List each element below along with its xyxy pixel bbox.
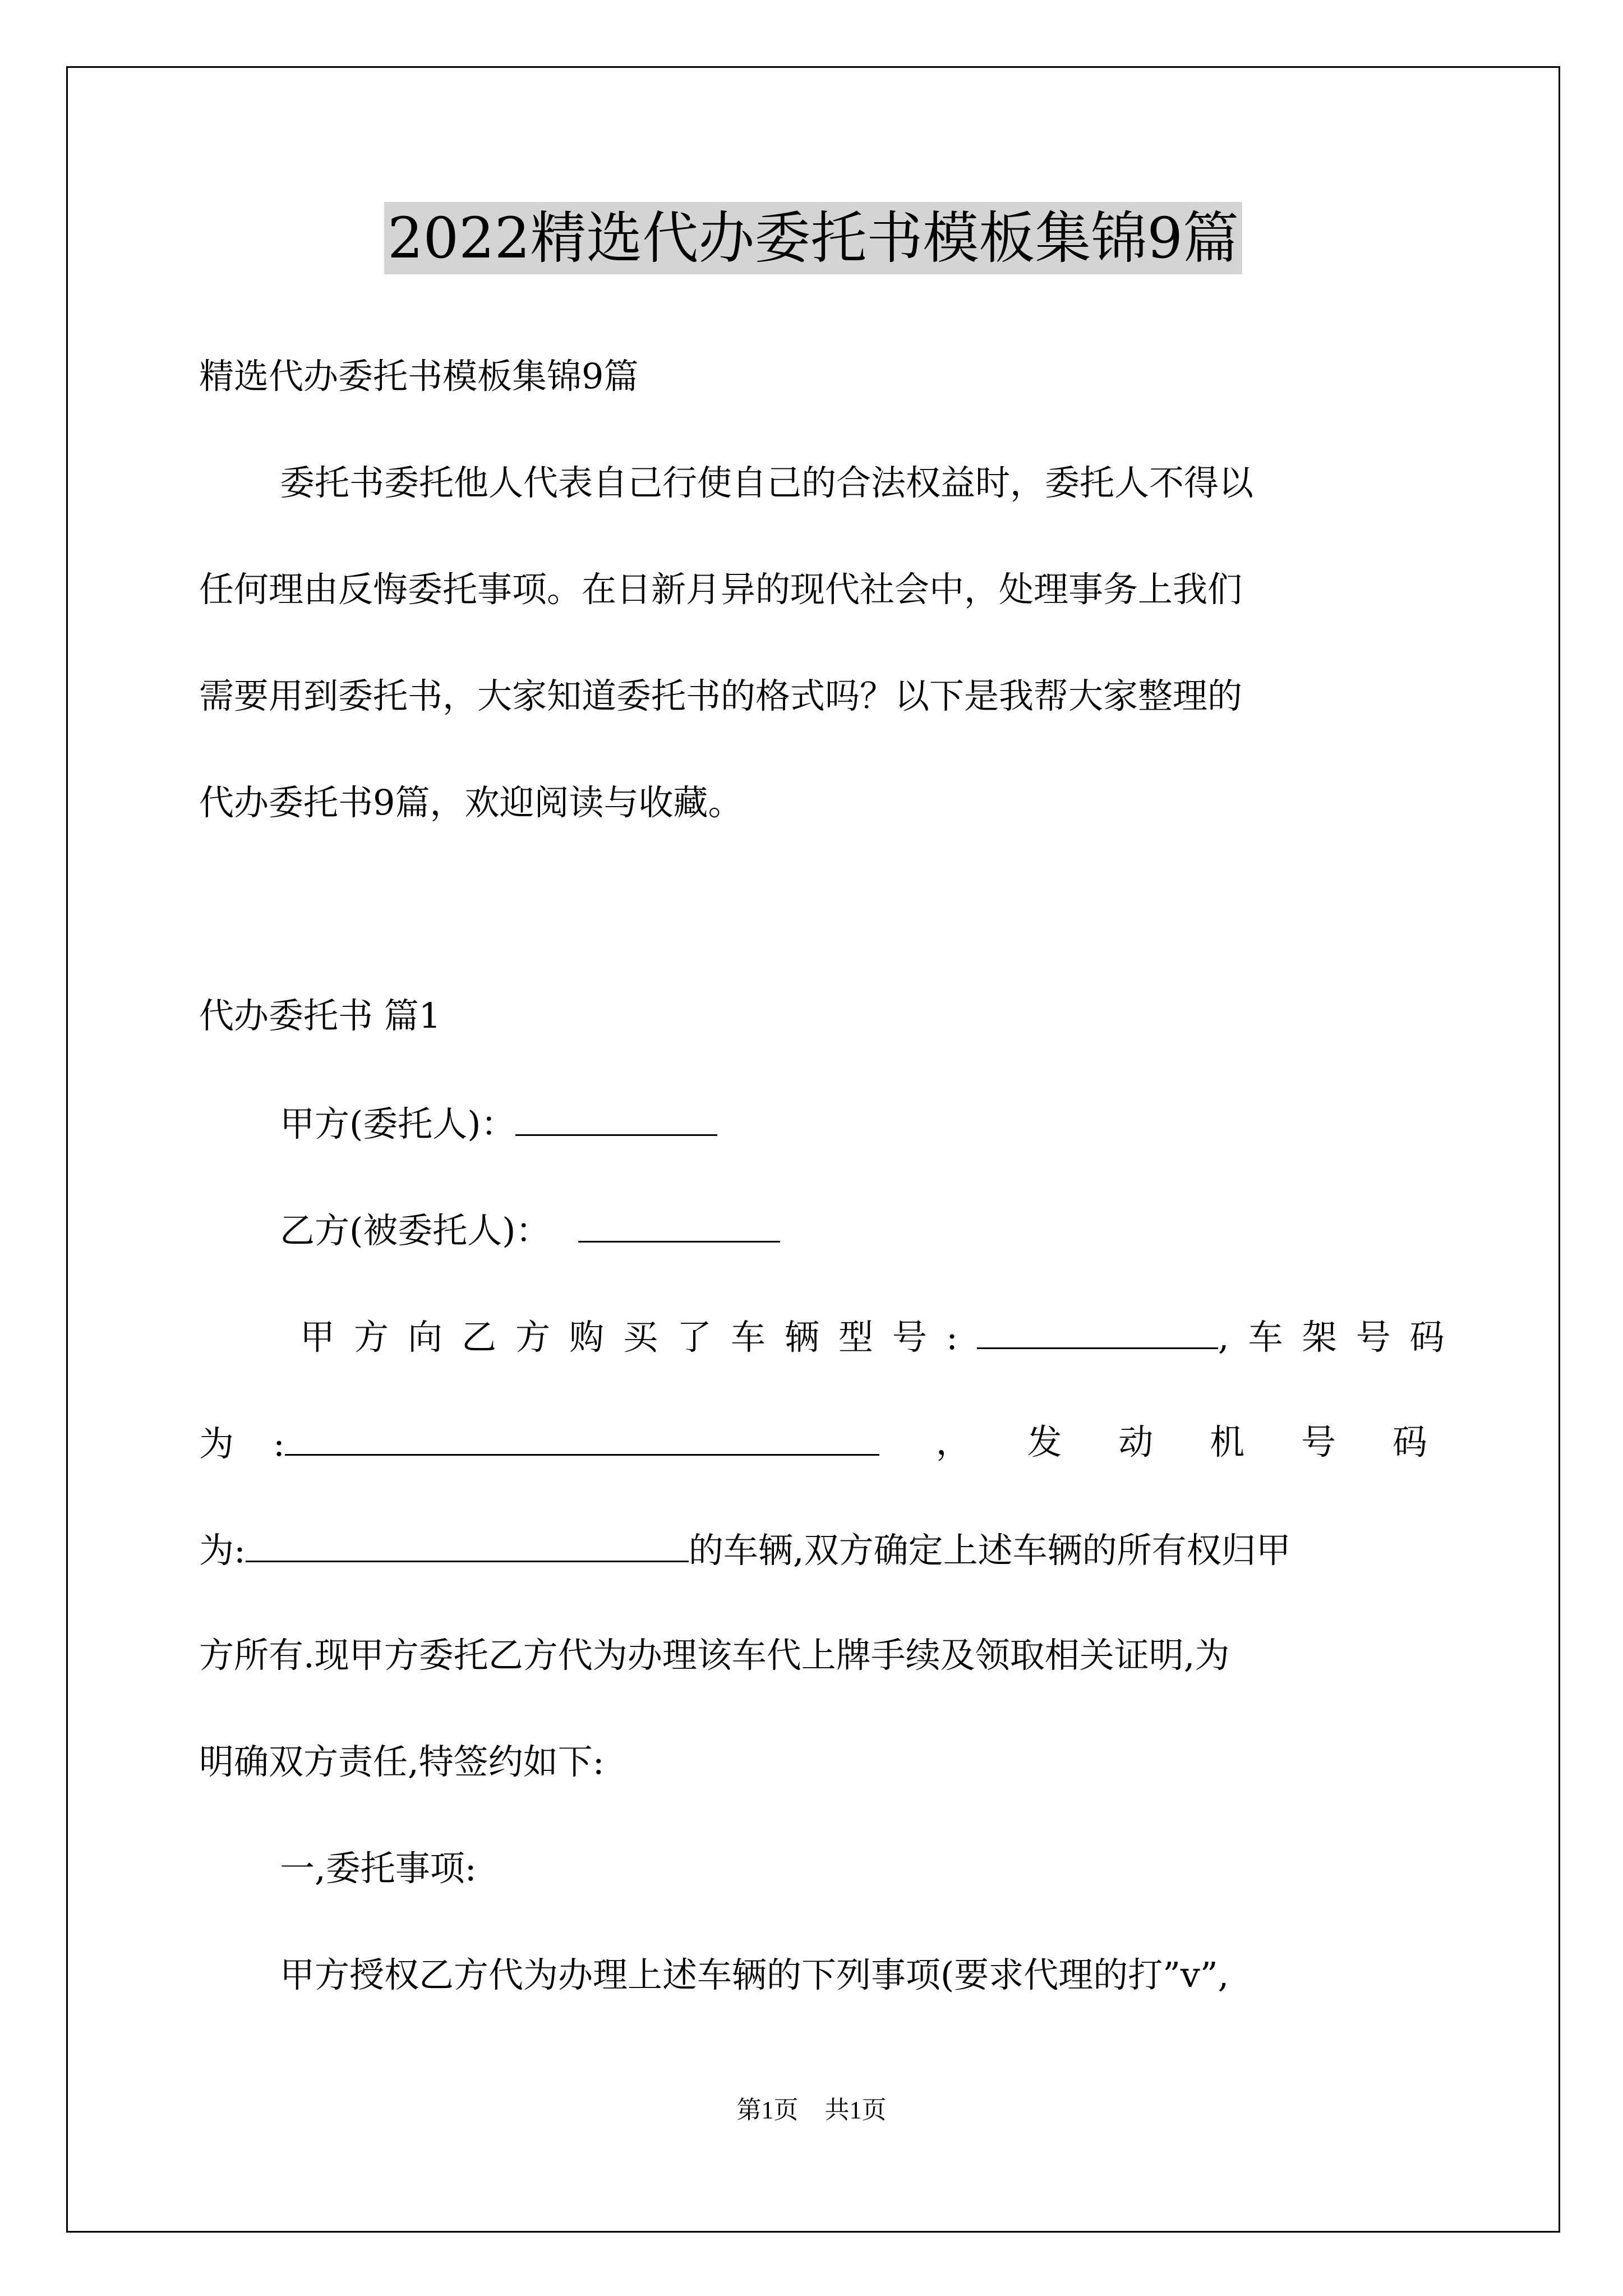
document-title: 2022精选代办委托书模板集锦9篇 bbox=[384, 202, 1242, 274]
frame-number-blank bbox=[285, 1425, 879, 1456]
item-one: 一,委托事项: bbox=[280, 1848, 477, 1889]
title-container bbox=[199, 202, 1427, 274]
engine-char-5: 号 bbox=[1301, 1421, 1336, 1462]
engine-number-blank bbox=[246, 1531, 689, 1562]
engine-char-1: ， bbox=[935, 1421, 971, 1462]
engine-char-2: 发 bbox=[1027, 1421, 1062, 1462]
engine-number-line bbox=[199, 1530, 1291, 1571]
party-a-label: 甲方(委托人)： bbox=[280, 1103, 516, 1144]
intro-line-4: 代办委托书9篇，欢迎阅读与收藏。 bbox=[199, 782, 743, 823]
engine-char-4: 机 bbox=[1210, 1421, 1245, 1462]
intro-line-2: 任何理由反悔委托事项。在日新月异的现代社会中，处理事务上我们 bbox=[199, 569, 1243, 610]
party-b-label: 乙方(被委托人)： bbox=[280, 1210, 551, 1251]
engine-char-3: 动 bbox=[1118, 1421, 1154, 1462]
section-heading: 代办委托书 篇1 bbox=[199, 995, 441, 1036]
frame-number-label: ,车架号码 bbox=[1218, 1317, 1464, 1358]
authorization-line: 甲方授权乙方代为办理上述车辆的下列事项(要求代理的打”v”, bbox=[280, 1954, 1229, 1995]
wei-label: 为 bbox=[199, 1423, 234, 1464]
intro-line-1: 委托书委托他人代表自己行使自己的合法权益时，委托人不得以 bbox=[280, 462, 1254, 503]
ownership-text: 的车辆,双方确定上述车辆的所有权归甲 bbox=[688, 1530, 1291, 1571]
engine-char-6: 码 bbox=[1392, 1421, 1427, 1462]
purchase-line bbox=[300, 1317, 1464, 1358]
frame-number-line bbox=[199, 1421, 1427, 1464]
intro-line-3: 需要用到委托书，大家知道委托书的格式吗？以下是我帮大家整理的 bbox=[199, 675, 1243, 716]
party-a-line bbox=[280, 1105, 717, 1142]
purchase-text: 甲方向乙方购买了车辆型号: bbox=[300, 1317, 977, 1358]
party-b-blank bbox=[578, 1212, 780, 1243]
page-current: 第1页 bbox=[736, 2096, 799, 2124]
line-wei: 为: bbox=[199, 1530, 246, 1571]
body-line-1: 方所有.现甲方委托乙方代为办理该车代上牌手续及领取相关证明,为 bbox=[199, 1635, 1230, 1676]
colon: : bbox=[273, 1423, 285, 1464]
body-line-2: 明确双方责任,特签约如下: bbox=[199, 1741, 605, 1782]
page-footer bbox=[0, 2090, 1623, 2125]
model-blank bbox=[977, 1318, 1218, 1349]
party-b-line bbox=[280, 1210, 780, 1251]
party-a-blank bbox=[515, 1105, 717, 1136]
subtitle: 精选代办委托书模板集锦9篇 bbox=[199, 356, 639, 397]
page-total: 共1页 bbox=[824, 2096, 887, 2124]
